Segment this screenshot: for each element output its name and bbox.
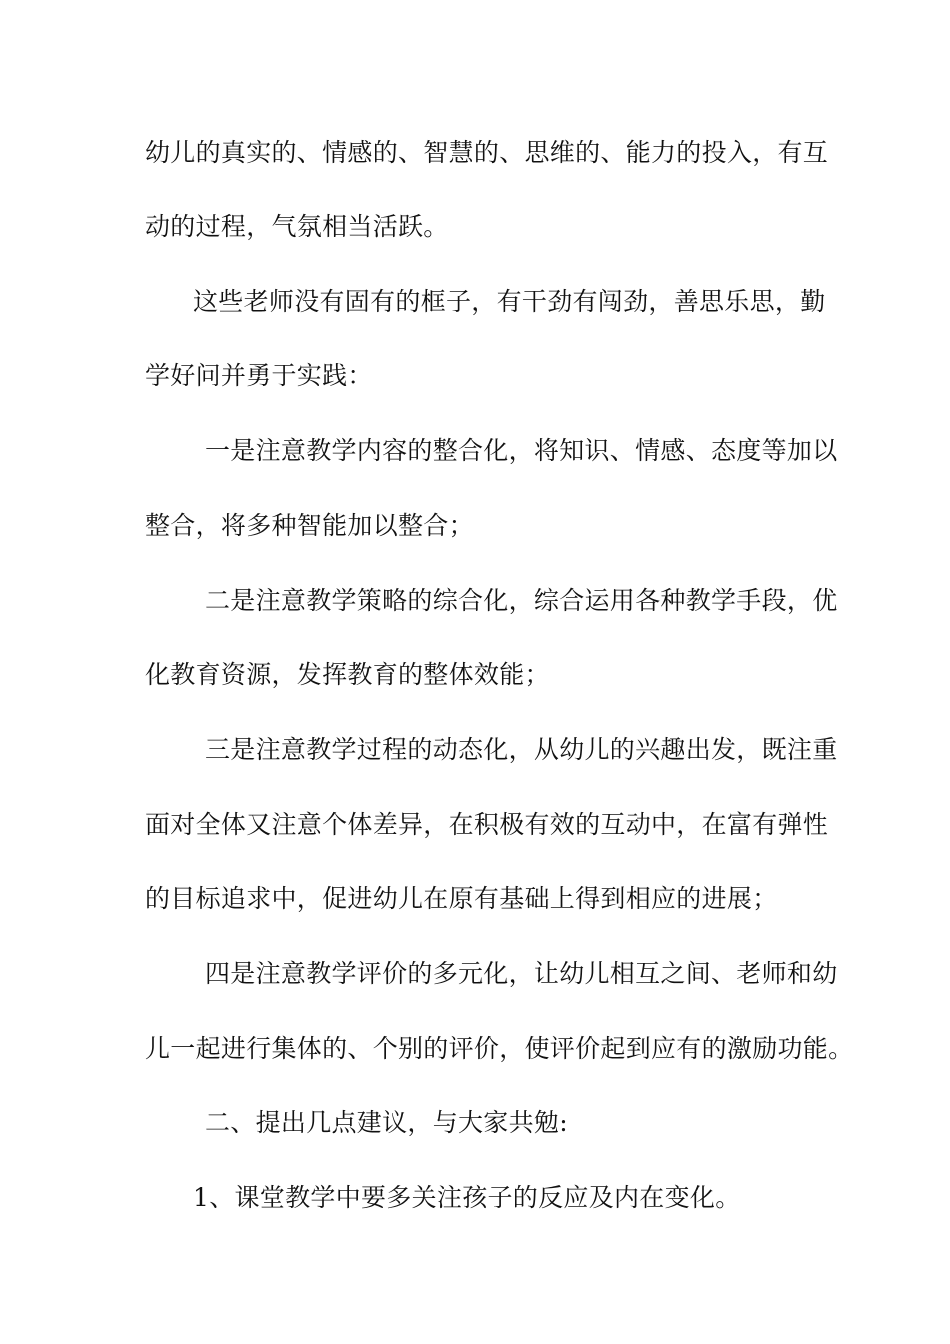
paragraph-line: 儿一起进行集体的、个别的评价，使评价起到应有的激励功能。	[145, 1034, 854, 1063]
numbered-item: 1、课堂教学中要多关注孩子的反应及内在变化。	[193, 1183, 741, 1212]
paragraph-line: 三是注意教学过程的动态化，从幼儿的兴趣出发，既注重	[205, 735, 838, 764]
paragraph-line: 动的过程，气氛相当活跃。	[145, 212, 449, 241]
section-heading: 二、提出几点建议，与大家共勉:	[205, 1108, 568, 1137]
paragraph-line: 幼儿的真实的、情感的、智慧的、思维的、能力的投入，有互	[145, 138, 829, 167]
paragraph-line: 这些老师没有固有的框子，有干劲有闯劲，善思乐思，勤	[193, 287, 826, 316]
paragraph-line: 面对全体又注意个体差异，在积极有效的互动中，在富有弹性	[145, 810, 829, 839]
paragraph-line: 二是注意教学策略的综合化，综合运用各种教学手段，优	[205, 586, 838, 615]
paragraph-line: 学好问并勇于实践：	[145, 361, 373, 390]
paragraph-line: 整合，将多种智能加以整合；	[145, 511, 474, 540]
paragraph-line: 一是注意教学内容的整合化，将知识、情感、态度等加以	[205, 436, 838, 465]
paragraph-line: 四是注意教学评价的多元化，让幼儿相互之间、老师和幼	[205, 959, 838, 988]
paragraph-line: 的目标追求中，促进幼儿在原有基础上得到相应的进展；	[145, 884, 778, 913]
paragraph-line: 化教育资源，发挥教育的整体效能；	[145, 660, 550, 689]
